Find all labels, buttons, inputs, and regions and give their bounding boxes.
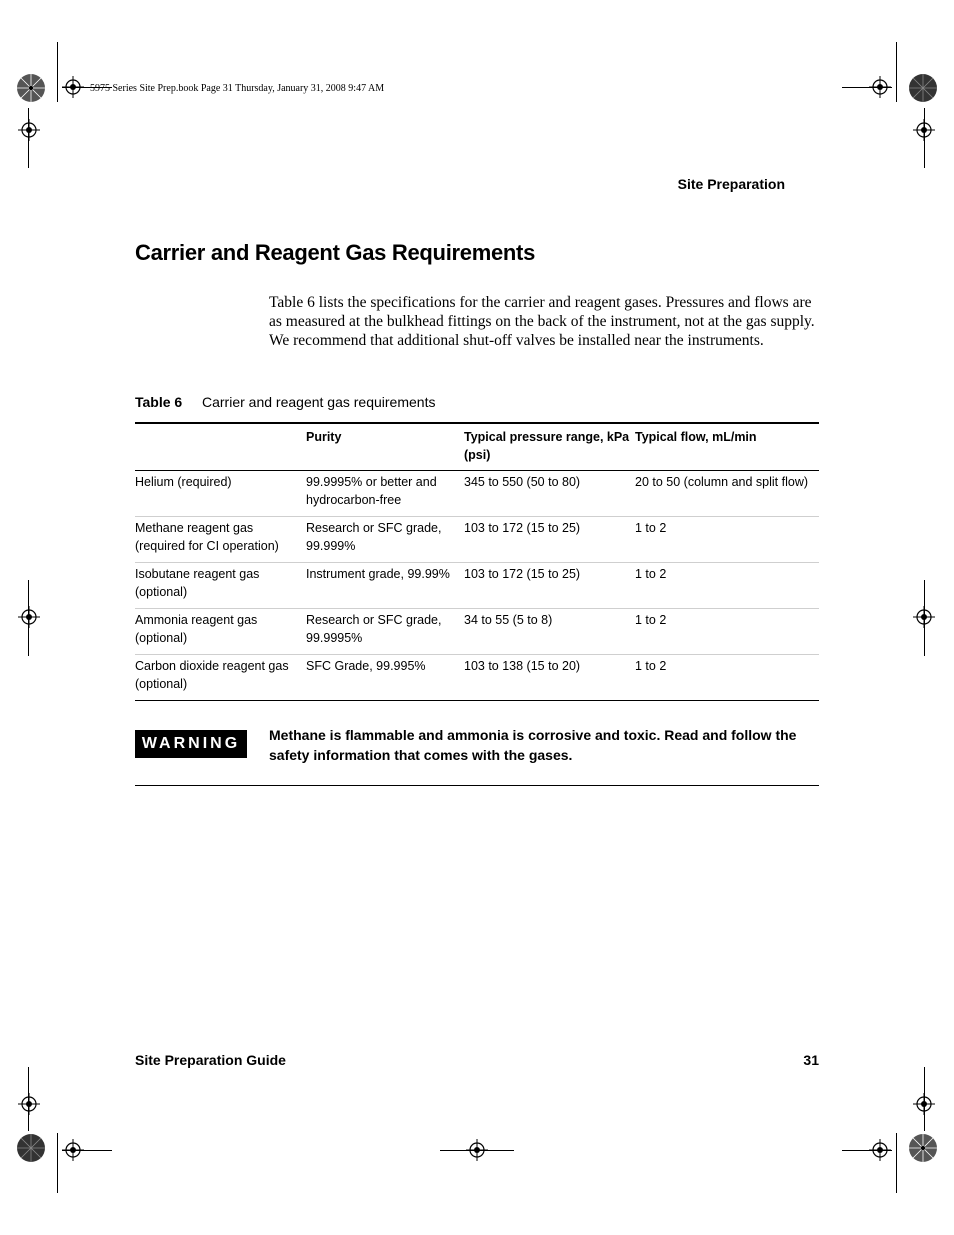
column-header-flow: Typical flow, mL/min xyxy=(635,423,819,471)
warning-badge: WARNING xyxy=(135,730,247,758)
flow-cell: 1 to 2 xyxy=(635,563,819,609)
crop-mark xyxy=(896,42,897,102)
intro-paragraph: Table 6 lists the specifications for the carrier and reagent gases. Pressures and flows are as measured at the bulkhead fittings on the back of the instrument, not at the gas supply. We recommend that additional shut-off valves be installed near the instruments. xyxy=(269,294,815,349)
registration-crosshair-icon xyxy=(18,606,40,628)
column-header-gas xyxy=(135,423,306,471)
footer-title: Site Preparation Guide xyxy=(135,1052,286,1068)
registration-crosshair-icon xyxy=(18,119,40,141)
registration-crosshair-icon xyxy=(62,1139,84,1161)
purity-cell: SFC Grade, 99.995% xyxy=(306,655,464,701)
purity-cell: Research or SFC grade, 99.9995% xyxy=(306,609,464,655)
registration-crosshair-icon xyxy=(869,1139,891,1161)
warning-divider xyxy=(135,785,819,786)
crop-mark xyxy=(896,1133,897,1193)
registration-crosshair-icon xyxy=(913,119,935,141)
registration-crosshair-icon xyxy=(913,606,935,628)
page-number: 31 xyxy=(803,1052,819,1068)
print-header: 5975 Series Site Prep.book Page 31 Thursday, January 31, 2008 9:47 AM xyxy=(90,83,385,94)
registration-rosette-icon xyxy=(16,73,46,103)
registration-crosshair-icon xyxy=(18,1093,40,1115)
gas-cell: Carbon dioxide reagent gas (optional) xyxy=(135,655,306,701)
column-header-purity: Purity xyxy=(306,423,464,471)
running-head: Site Preparation xyxy=(677,176,785,192)
registration-rosette-icon xyxy=(908,73,938,103)
table-row xyxy=(135,517,819,563)
flow-cell: 1 to 2 xyxy=(635,609,819,655)
flow-cell: 1 to 2 xyxy=(635,517,819,563)
table-caption xyxy=(135,394,435,410)
pressure-cell: 103 to 138 (15 to 20) xyxy=(464,655,635,701)
section-title: Carrier and Reagent Gas Requirements xyxy=(135,240,536,265)
crop-mark xyxy=(57,42,58,102)
table-row xyxy=(135,655,819,701)
table-header-row xyxy=(135,423,819,471)
table-caption-text: Carrier and reagent gas requirements xyxy=(202,394,436,410)
flow-cell: 20 to 50 (column and split flow) xyxy=(635,471,819,517)
table-row xyxy=(135,471,819,517)
gas-cell: Helium (required) xyxy=(135,471,306,517)
registration-crosshair-icon xyxy=(869,76,891,98)
gas-requirements-table xyxy=(135,422,819,701)
purity-cell: Research or SFC grade, 99.999% xyxy=(306,517,464,563)
purity-cell: 99.9995% or better and hydrocarbon-free xyxy=(306,471,464,517)
purity-cell: Instrument grade, 99.99% xyxy=(306,563,464,609)
crop-mark xyxy=(57,1133,58,1193)
registration-crosshair-icon xyxy=(62,76,84,98)
table-row xyxy=(135,609,819,655)
registration-crosshair-icon xyxy=(466,1139,488,1161)
pressure-cell: 103 to 172 (15 to 25) xyxy=(464,517,635,563)
pressure-cell: 103 to 172 (15 to 25) xyxy=(464,563,635,609)
pressure-cell: 34 to 55 (5 to 8) xyxy=(464,609,635,655)
table-caption-number: Table 6 xyxy=(135,394,183,410)
table-row xyxy=(135,563,819,609)
registration-rosette-icon xyxy=(16,1133,46,1163)
gas-cell: Methane reagent gas (required for CI operation) xyxy=(135,517,306,563)
gas-cell: Ammonia reagent gas (optional) xyxy=(135,609,306,655)
warning-text: Methane is flammable and ammonia is corrosive and toxic. Read and follow the safety information that comes with the gases. xyxy=(269,727,797,763)
column-header-pressure: Typical pressure range, kPa (psi) xyxy=(464,423,635,471)
registration-crosshair-icon xyxy=(913,1093,935,1115)
registration-rosette-icon xyxy=(908,1133,938,1163)
gas-cell: Isobutane reagent gas (optional) xyxy=(135,563,306,609)
pressure-cell: 345 to 550 (50 to 80) xyxy=(464,471,635,517)
flow-cell: 1 to 2 xyxy=(635,655,819,701)
